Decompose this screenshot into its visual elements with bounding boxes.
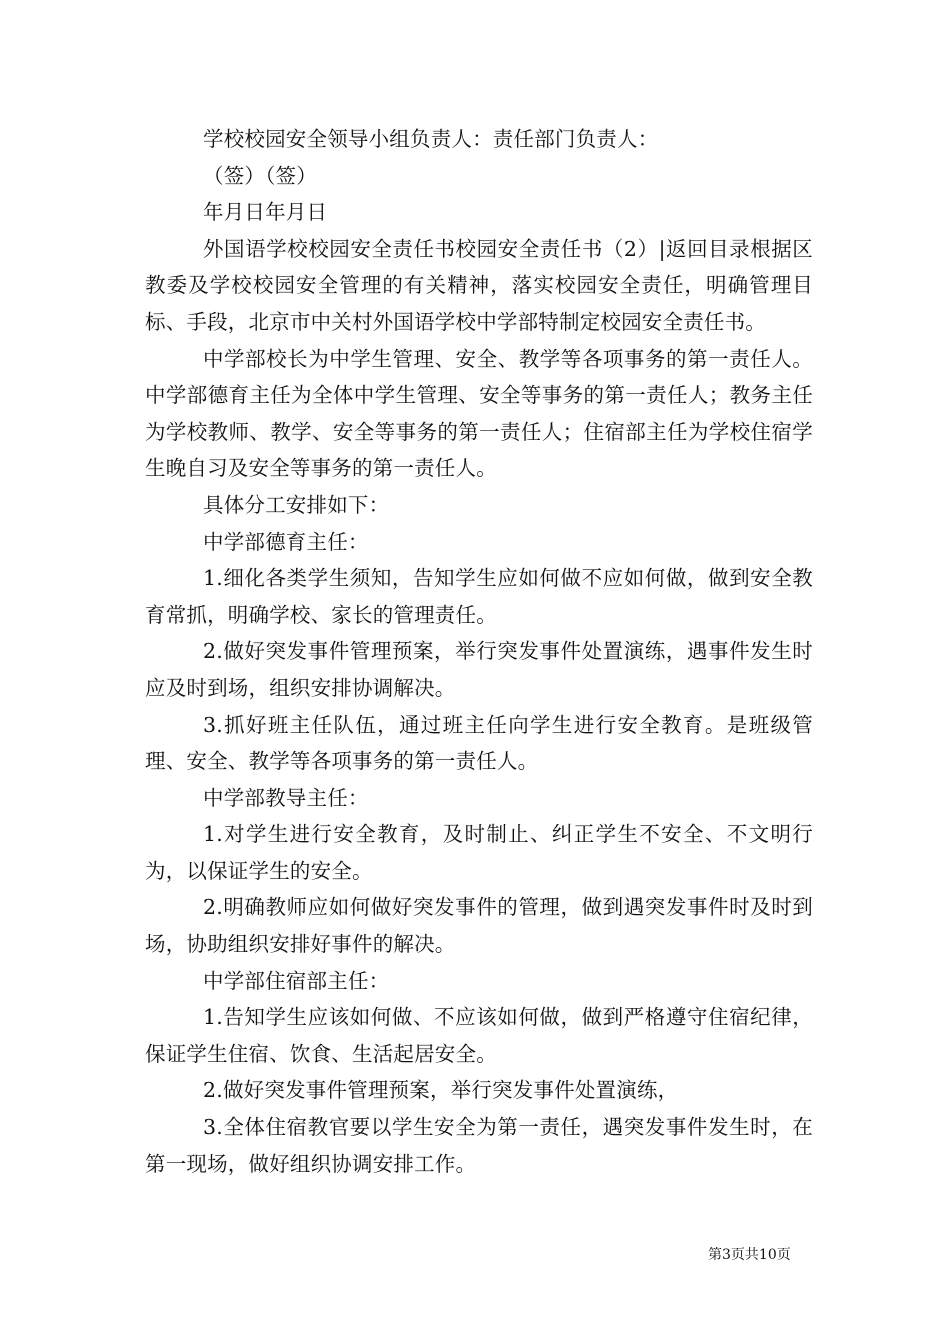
page-number: 第3页共10页 <box>708 1247 791 1263</box>
list-item: 2.明确教师应如何做好突发事件的管理，做到遇突发事件时及时到场，协助组织安排好事件的解决。 <box>145 895 813 957</box>
list-item: 1.细化各类学生须知，告知学生应如何做不应如何做，做到安全教育常抓，明确学校、家长的管理责任。 <box>145 566 813 627</box>
section-heading-dormitory-director: 中学部住宿部主任： <box>203 968 390 993</box>
list-item: 1.告知学生应该如何做、不应该如何做，做到严格遵守住宿纪律，保证学生住宿、饮食、生活起居安全。 <box>145 1005 813 1066</box>
paragraph-responsibilities: 中学部校长为中学生管理、安全、教学等各项事务的第一责任人。中学部德育主任为全体中学生管理、安全等事务的第一责任人；教务主任为学校教师、教学、安全等事务的第一责任人；住宿部主任为学校住宿学生晚自习及安全等事务的第一责任人。 <box>145 346 813 481</box>
document-body <box>145 121 813 1182</box>
section-heading-moral-director: 中学部德育主任： <box>203 529 369 554</box>
section-heading-teaching-director: 中学部教导主任： <box>203 785 369 810</box>
list-item: 1.对学生进行安全教育，及时制止、纠正学生不安全、不文明行为，以保证学生的安全。 <box>145 822 813 883</box>
list-item: 2.做好突发事件管理预案，举行突发事件处置演练，遇事件发生时应及时到场，组织安排协调解决。 <box>145 639 813 700</box>
paragraph-intro: 外国语学校校园安全责任书校园安全责任书（2）|返回目录根据区教委及学校校园安全管理的有关精神，落实校园安全责任，明确管理目标、手段，北京市中关村外国语学校中学部特制定校园安全责任书。 <box>145 236 813 334</box>
list-item: 2.做好突发事件管理预案，举行突发事件处置演练， <box>203 1078 679 1103</box>
signature-line: 学校校园安全领导小组负责人：责任部门负责人： <box>203 127 659 151</box>
signature-marks: （签）（签） <box>203 163 317 188</box>
date-line: 年月日年月日 <box>203 200 328 225</box>
paragraph-division-heading: 具体分工安排如下： <box>203 492 390 517</box>
list-item: 3.全体住宿教官要以学生安全为第一责任，遇突发事件发生时，在第一现场，做好组织协调安排工作。 <box>145 1115 813 1176</box>
list-item: 3.抓好班主任队伍，通过班主任向学生进行安全教育。是班级管理、安全、教学等各项事务的第一责任人。 <box>145 712 813 774</box>
